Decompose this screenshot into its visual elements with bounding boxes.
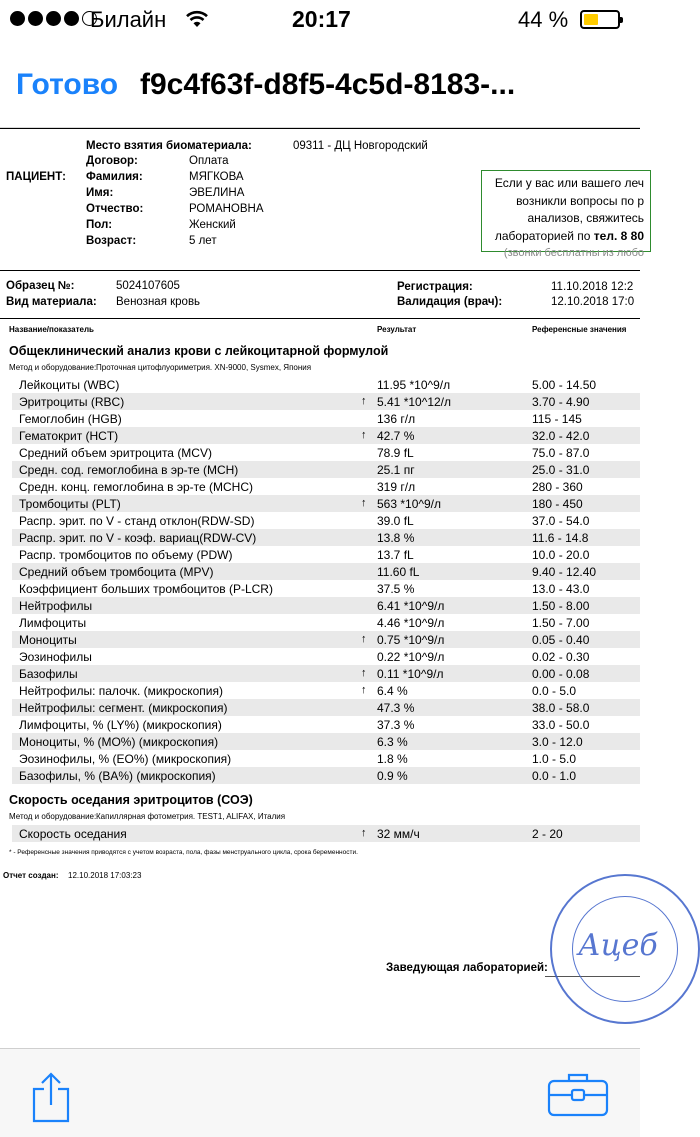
row-reference: 33.0 - 50.0 — [532, 718, 590, 732]
row-name: Эозинофилы, % (EO%) (микроскопия) — [19, 752, 232, 766]
row-name: Эритроциты (RBC) — [19, 395, 125, 409]
table-row — [0, 529, 640, 546]
age-value: 5 лет — [189, 235, 217, 247]
row-reference: 10.0 - 20.0 — [532, 548, 590, 562]
notice-phone: тел. 8 80 — [593, 228, 644, 243]
row-name: Средн. конц. гемоглобина в эр-те (MCHC) — [19, 480, 253, 494]
sample-label: Образец №: — [6, 280, 75, 292]
row-name: Распр. тромбоцитов по объему (PDW) — [19, 548, 233, 562]
row-result: 32 мм/ч — [377, 827, 420, 841]
row-reference: 0.05 - 0.40 — [532, 633, 590, 647]
row-name: Базофилы, % (BA%) (микроскопия) — [19, 769, 216, 783]
notice-line — [488, 228, 644, 246]
column-header-name: Название/показатель — [9, 325, 94, 334]
table-row — [0, 767, 640, 784]
table-row — [0, 682, 640, 699]
validation-value: 12.10.2018 17:0 — [551, 296, 635, 308]
table-row — [0, 580, 640, 597]
row-name: Гемоглобин (HGB) — [19, 412, 122, 426]
name-value: ЭВЕЛИНА — [189, 187, 245, 199]
briefcase-icon[interactable] — [546, 1071, 610, 1122]
row-reference: 280 - 360 — [532, 480, 583, 494]
notice-line: анализов, свяжитесь — [527, 211, 644, 225]
table-row — [0, 716, 640, 733]
patient-heading: ПАЦИЕНТ: — [6, 171, 66, 183]
row-name: Лимфоциты — [19, 616, 87, 630]
bottom-toolbar — [0, 1048, 640, 1137]
row-result: 37.5 % — [377, 582, 415, 596]
method-value: Проточная цитофлуориметрия. XN-9000, Sysmex, Япония — [96, 363, 312, 372]
carrier-name: Билайн — [90, 7, 167, 32]
row-name: Средний объем тромбоцита (MPV) — [19, 565, 214, 579]
table-row — [0, 393, 640, 410]
table-row — [0, 733, 640, 750]
row-reference: 3.70 - 4.90 — [532, 395, 590, 409]
clock: 20:17 — [292, 6, 351, 32]
material-label: Вид материала: — [6, 296, 97, 308]
row-result: 37.3 % — [377, 718, 415, 732]
column-header-reference: Референсные значения — [532, 325, 627, 334]
table-row — [0, 461, 640, 478]
row-name: Эозинофилы — [19, 650, 92, 664]
table-row — [0, 665, 640, 682]
row-result: 42.7 % — [377, 429, 415, 443]
row-name: Гематокрит (HCT) — [19, 429, 119, 443]
table-row — [0, 376, 640, 393]
divider — [0, 318, 640, 319]
row-reference: 2 - 20 — [532, 827, 563, 841]
row-name: Лейкоциты (WBC) — [19, 378, 120, 392]
row-reference: 0.00 - 0.08 — [532, 667, 590, 681]
table-row — [0, 631, 640, 648]
section-title: Скорость оседания эритроцитов (СОЭ) — [9, 793, 253, 807]
method-label: Метод и оборудование: — [9, 812, 97, 821]
row-name: Коэффициент больших тромбоцитов (P-LCR) — [19, 582, 273, 596]
row-result: 78.9 fL — [377, 446, 414, 460]
divider — [0, 128, 640, 129]
row-name: Нейтрофилы — [19, 599, 93, 613]
row-reference: 25.0 - 31.0 — [532, 463, 590, 477]
row-result: 563 *10^9/л — [377, 497, 442, 511]
section-title: Общеклинический анализ крови с лейкоцитарной формулой — [9, 344, 389, 358]
row-result: 136 г/л — [377, 412, 416, 426]
table-row — [0, 546, 640, 563]
row-reference: 11.6 - 14.8 — [532, 531, 589, 545]
row-result: 0.11 *10^9/л — [377, 667, 444, 681]
row-name: Средний объем эритроцита (MCV) — [19, 446, 212, 460]
row-result: 11.60 fL — [377, 565, 420, 579]
sex-value: Женский — [189, 219, 236, 231]
row-name: Лимфоциты, % (LY%) (микроскопия) — [19, 718, 222, 732]
divider — [0, 270, 640, 271]
row-reference: 32.0 - 42.0 — [532, 429, 590, 443]
battery-percent: 44 % — [518, 7, 569, 32]
row-result: 4.46 *10^9/л — [377, 616, 445, 630]
share-icon[interactable] — [30, 1071, 72, 1128]
row-name: Средн. сод. гемоглобина в эр-те (MCH) — [19, 463, 239, 477]
table-row — [0, 495, 640, 512]
notice-line: возникли вопросы по р — [516, 193, 644, 208]
patronymic-value: РОМАНОВНА — [189, 203, 264, 215]
surname-label: Фамилия: — [86, 171, 143, 183]
row-name: Моноциты, % (MO%) (микроскопия) — [19, 735, 219, 749]
row-result: 1.8 % — [377, 752, 408, 766]
row-reference: 3.0 - 12.0 — [532, 735, 583, 749]
row-reference: 1.0 - 5.0 — [532, 752, 577, 766]
row-result: 0.75 *10^9/л — [377, 633, 445, 647]
navigation-bar — [0, 40, 640, 128]
row-name: Базофилы — [19, 667, 78, 681]
row-reference: 38.0 - 58.0 — [532, 701, 590, 715]
row-reference: 180 - 450 — [532, 497, 583, 511]
sample-value: 5024107605 — [116, 280, 180, 292]
stamp-signature: Ацеб — [578, 928, 658, 963]
row-name: Моноциты — [19, 633, 77, 647]
age-label: Возраст: — [86, 235, 137, 247]
row-reference: 115 - 145 — [532, 412, 582, 426]
battery-icon — [580, 10, 620, 29]
high-flag: ↑ — [361, 497, 367, 509]
document-title: f9c4f63f-d8f5-4c5d-8183-... — [140, 68, 516, 101]
sex-label: Пол: — [86, 219, 113, 231]
method-value: Капиллярная фотометрия. TEST1, ALIFAX, Италия — [96, 812, 286, 821]
high-flag: ↑ — [361, 667, 367, 679]
column-header-result: Результат — [377, 325, 417, 334]
method-label: Метод и оборудование: — [9, 363, 97, 372]
site-value: 09311 - ДЦ Новгородский — [293, 140, 428, 152]
table-row — [0, 427, 640, 444]
table-row — [0, 444, 640, 461]
report-created-value: 12.10.2018 17:03:23 — [68, 871, 142, 880]
row-reference: 1.50 - 7.00 — [532, 616, 590, 630]
head-of-lab-label: Заведующая лабораторией: — [386, 962, 548, 974]
table-row — [0, 699, 640, 716]
wifi-icon — [184, 9, 210, 35]
row-result: 6.3 % — [377, 735, 408, 749]
table-row — [0, 825, 640, 842]
row-name: Тромбоциты (PLT) — [19, 497, 121, 511]
row-reference: 0.0 - 5.0 — [532, 684, 577, 698]
signal-strength-icon — [10, 11, 97, 26]
notice-line-text: лабораторией по — [494, 228, 594, 243]
row-name: Распр. эрит. по V - коэф. вариац(RDW-CV) — [19, 531, 257, 545]
lab-stamp — [550, 874, 700, 1024]
row-reference: 37.0 - 54.0 — [532, 514, 590, 528]
row-name: Скорость оседания — [19, 827, 127, 841]
table-row — [0, 563, 640, 580]
row-result: 47.3 % — [377, 701, 415, 715]
high-flag: ↑ — [361, 684, 367, 696]
row-result: 13.7 fL — [377, 548, 414, 562]
row-name: Нейтрофилы: сегмент. (микроскопия) — [19, 701, 228, 715]
document-page[interactable] — [0, 128, 658, 1058]
done-button[interactable]: Готово — [16, 68, 119, 101]
row-result: 11.95 *10^9/л — [377, 378, 451, 392]
row-result: 6.4 % — [377, 684, 408, 698]
row-result: 25.1 пг — [377, 463, 415, 477]
row-reference: 5.00 - 14.50 — [532, 378, 597, 392]
registration-label: Регистрация: — [397, 281, 473, 293]
table-row — [0, 478, 640, 495]
row-reference: 0.02 - 0.30 — [532, 650, 590, 664]
row-name: Нейтрофилы: палочк. (микроскопия) — [19, 684, 223, 698]
notice-line: Если у вас или вашего леч — [494, 176, 644, 190]
row-reference: 0.0 - 1.0 — [532, 769, 577, 783]
row-reference: 9.40 - 12.40 — [532, 565, 597, 579]
high-flag: ↑ — [361, 633, 367, 645]
validation-label: Валидация (врач): — [397, 296, 503, 308]
row-reference: 75.0 - 87.0 — [532, 446, 590, 460]
row-result: 5.41 *10^12/л — [377, 395, 452, 409]
status-bar — [0, 0, 640, 40]
row-result: 13.8 % — [377, 531, 415, 545]
row-name: Распр. эрит. по V - станд отклон(RDW-SD) — [19, 514, 255, 528]
surname-value: МЯГКОВА — [189, 171, 244, 183]
table-row — [0, 512, 640, 529]
contract-value: Оплата — [189, 155, 229, 167]
high-flag: ↑ — [361, 429, 367, 441]
table-row — [0, 614, 640, 631]
table-row — [0, 648, 640, 665]
footnote: * - Референсные значения приводятся с учетом возраста, пола, фазы менструального цикла, срока беременности. — [9, 849, 358, 856]
high-flag: ↑ — [361, 395, 367, 407]
row-reference: 1.50 - 8.00 — [532, 599, 590, 613]
patronymic-label: Отчество: — [86, 203, 144, 215]
site-label: Место взятия биоматериала: — [86, 140, 252, 152]
row-result: 0.9 % — [377, 769, 408, 783]
report-created-label: Отчет создан: — [3, 871, 59, 880]
contract-label: Договор: — [86, 155, 138, 167]
row-reference: 13.0 - 43.0 — [532, 582, 590, 596]
table-row — [0, 597, 640, 614]
table-row — [0, 750, 640, 767]
row-result: 319 г/л — [377, 480, 416, 494]
row-result: 6.41 *10^9/л — [377, 599, 445, 613]
notice-line: (звонки бесплатны из любо — [503, 247, 644, 259]
contact-notice-box — [481, 170, 651, 259]
registration-value: 11.10.2018 12:2 — [551, 281, 634, 293]
high-flag: ↑ — [361, 827, 367, 839]
row-result: 39.0 fL — [377, 514, 414, 528]
table-row — [0, 410, 640, 427]
material-value: Венозная кровь — [116, 296, 201, 308]
name-label: Имя: — [86, 187, 114, 199]
row-result: 0.22 *10^9/л — [377, 650, 445, 664]
